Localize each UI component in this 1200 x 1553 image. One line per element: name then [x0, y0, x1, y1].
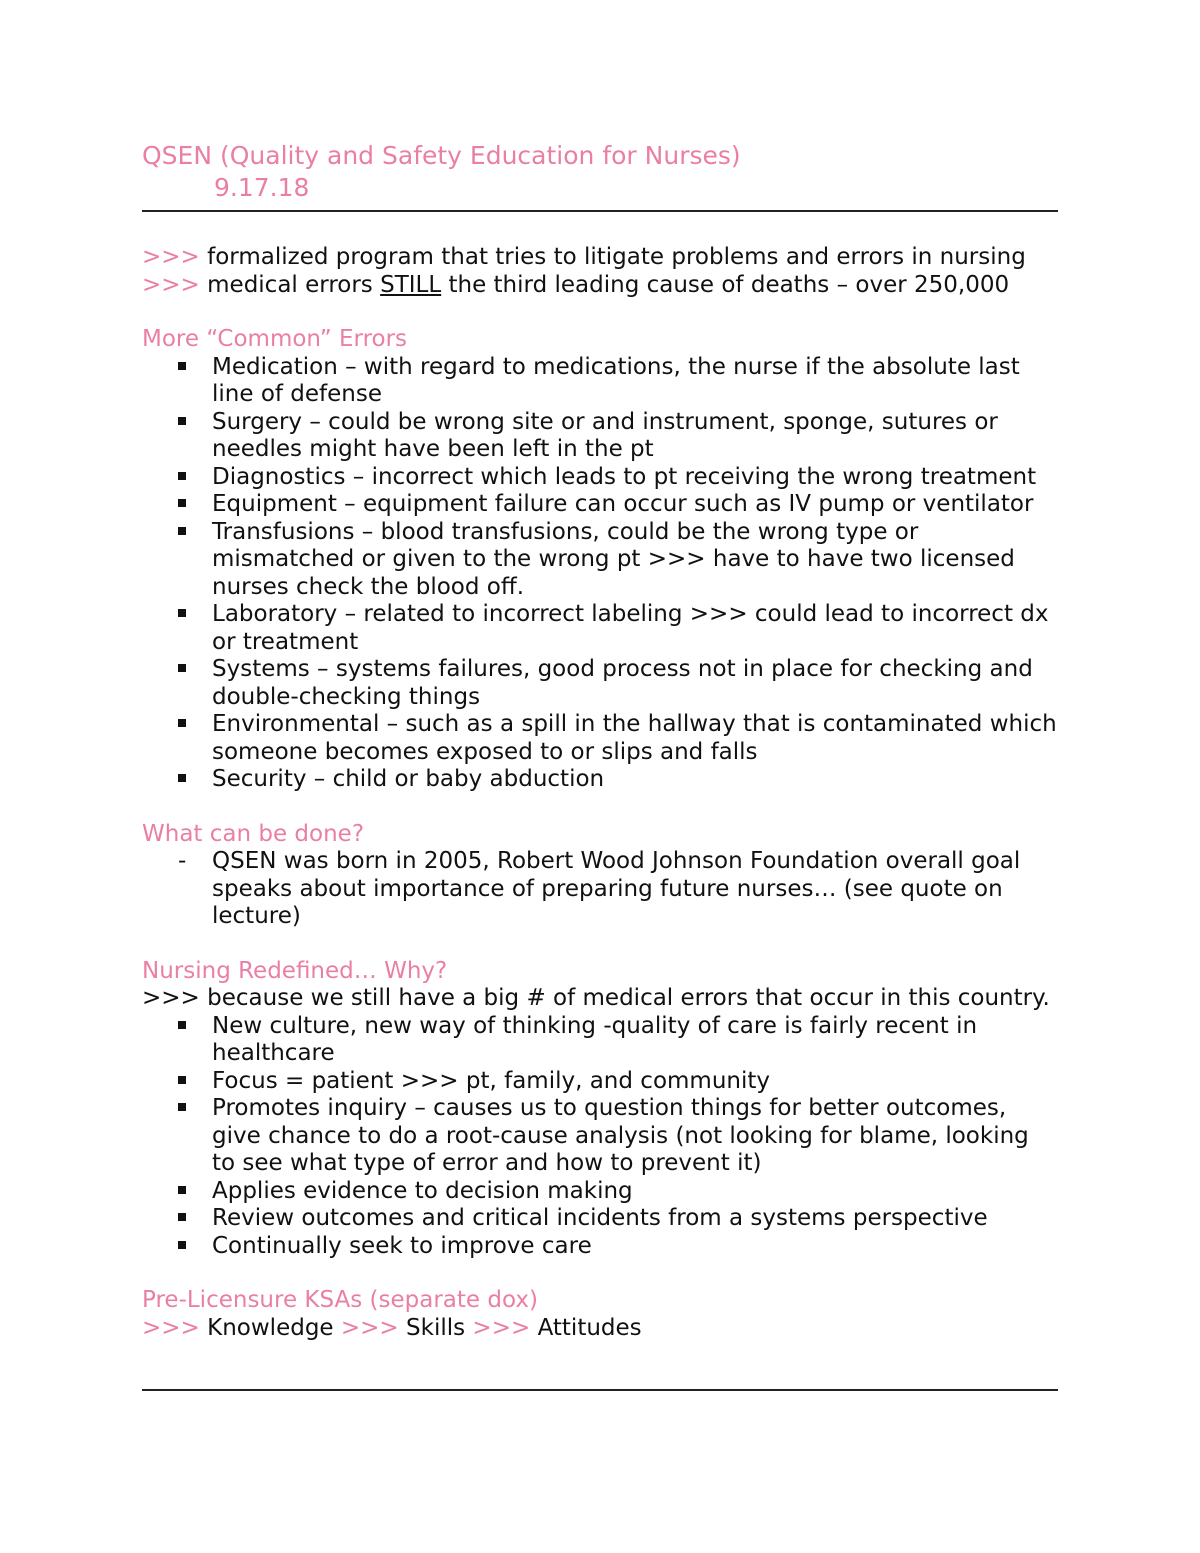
list-item-text: Transfusions – blood transfusions, could be the wrong type or mismatched or given to the wrong pt >>> have to have two licensed nurses check the blood off.	[212, 518, 1015, 600]
arrow-marker: >>>	[472, 1314, 531, 1341]
list-item	[142, 491, 1058, 519]
intro-text-post: the third leading cause of deaths – over 250,000	[441, 271, 1010, 298]
done-list	[142, 848, 1058, 931]
intro-text-pre: medical errors	[207, 271, 381, 298]
list-item	[142, 1178, 1058, 1206]
list-item-text: Focus = patient >>> pt, family, and community	[212, 1067, 770, 1094]
ksa-knowledge: Knowledge	[207, 1314, 334, 1341]
arrow-marker: >>>	[340, 1314, 399, 1341]
section-heading-errors: More “Common” Errors	[142, 326, 408, 352]
ksa-line	[142, 1315, 1058, 1343]
square-bullet-icon	[178, 711, 198, 739]
list-item-text: Laboratory – related to incorrect labeling >>> could lead to incorrect dx or treatment	[212, 601, 1049, 655]
arrow-marker: >>>	[142, 985, 200, 1011]
square-bullet-icon	[178, 1013, 198, 1041]
list-item-text: Review outcomes and critical incidents from a systems perspective	[212, 1205, 988, 1231]
list-item-text: Applies evidence to decision making	[212, 1177, 633, 1204]
list-item-text: New culture, new way of thinking -quality of care is fairly recent in healthcare	[212, 1012, 978, 1066]
list-item	[142, 519, 1058, 602]
intro-text: formalized program that tries to litigate problems and errors in nursing	[207, 244, 1026, 270]
list-item	[142, 409, 1058, 464]
intro-line	[142, 244, 1058, 272]
document-title-block	[142, 140, 1058, 204]
list-item	[142, 354, 1058, 409]
arrow-marker: >>>	[142, 271, 200, 298]
list-item	[142, 711, 1058, 766]
page-date: 9.17.18	[214, 173, 310, 202]
errors-list	[142, 354, 1058, 794]
list-item-text: Surgery – could be wrong site or and instrument, sponge, sutures or needles might have been left in the pt	[212, 408, 998, 462]
square-bullet-icon	[178, 1233, 198, 1261]
underlined-word: STILL	[380, 271, 442, 298]
square-bullet-icon	[178, 491, 198, 519]
bottom-divider	[142, 1389, 1058, 1391]
square-bullet-icon	[178, 1095, 198, 1123]
list-item	[142, 1233, 1058, 1261]
intro-line	[142, 272, 1058, 300]
list-item	[142, 1205, 1058, 1233]
list-item	[142, 1068, 1058, 1096]
list-item	[142, 848, 1058, 931]
top-divider	[142, 210, 1058, 212]
list-item-text: Security – child or baby abduction	[212, 766, 605, 792]
list-item	[142, 656, 1058, 711]
section-heading-ksas: Pre-Licensure KSAs (separate dox)	[142, 1287, 538, 1313]
arrow-marker: >>>	[142, 1314, 200, 1341]
list-item	[142, 464, 1058, 492]
square-bullet-icon	[178, 656, 198, 684]
list-item-text: Medication – with regard to medications, the nurse if the absolute last line of defense	[212, 353, 1020, 407]
arrow-marker: >>>	[142, 244, 200, 270]
square-bullet-icon	[178, 519, 198, 547]
section-heading-what-can-be-done: What can be done?	[142, 820, 365, 847]
page-title: QSEN (Quality and Safety Education for Nurses)	[142, 141, 741, 170]
section-heading-nursing-redefined: Nursing Redefined… Why?	[142, 957, 448, 984]
square-bullet-icon	[178, 354, 198, 382]
square-bullet-icon	[178, 601, 198, 629]
square-bullet-icon	[178, 766, 198, 794]
list-item-text: Continually seek to improve care	[212, 1232, 592, 1259]
list-item-text: Diagnostics – incorrect which leads to pt receiving the wrong treatment	[212, 463, 1037, 490]
list-item-text: Promotes inquiry – causes us to question things for better outcomes, give chance to do a root-cause analysis (not looking for blame, looking to see what type of error and how to prevent it)	[212, 1095, 1029, 1176]
list-item-text: Systems – systems failures, good process not in place for checking and double-checking things	[212, 656, 1033, 710]
square-bullet-icon	[178, 1068, 198, 1096]
ksa-attitudes: Attitudes	[537, 1314, 642, 1341]
list-item-text: Environmental – such as a spill in the hallway that is contaminated which someone becomes exposed to or slips and falls	[212, 711, 1057, 765]
redefined-list	[142, 1013, 1058, 1261]
dash-bullet-icon: -	[178, 848, 187, 874]
list-item	[142, 601, 1058, 656]
square-bullet-icon	[178, 464, 198, 492]
square-bullet-icon	[178, 409, 198, 437]
list-item	[142, 1095, 1058, 1178]
list-item	[142, 766, 1058, 794]
list-item-text: Equipment – equipment failure can occur such as IV pump or ventilator	[212, 491, 1034, 517]
list-item	[142, 1013, 1058, 1068]
redefined-lead	[142, 985, 1058, 1013]
square-bullet-icon	[178, 1205, 198, 1233]
ksa-skills: Skills	[406, 1314, 466, 1341]
intro-section	[142, 244, 1058, 299]
redefined-lead-text: because we still have a big # of medical errors that occur in this country.	[207, 985, 1050, 1011]
list-item-text: QSEN was born in 2005, Robert Wood Johnson Foundation overall goal speaks about importance of preparing future nurses… (see quote on lecture)	[212, 848, 1021, 929]
document-page	[142, 140, 1058, 1342]
square-bullet-icon	[178, 1178, 198, 1206]
